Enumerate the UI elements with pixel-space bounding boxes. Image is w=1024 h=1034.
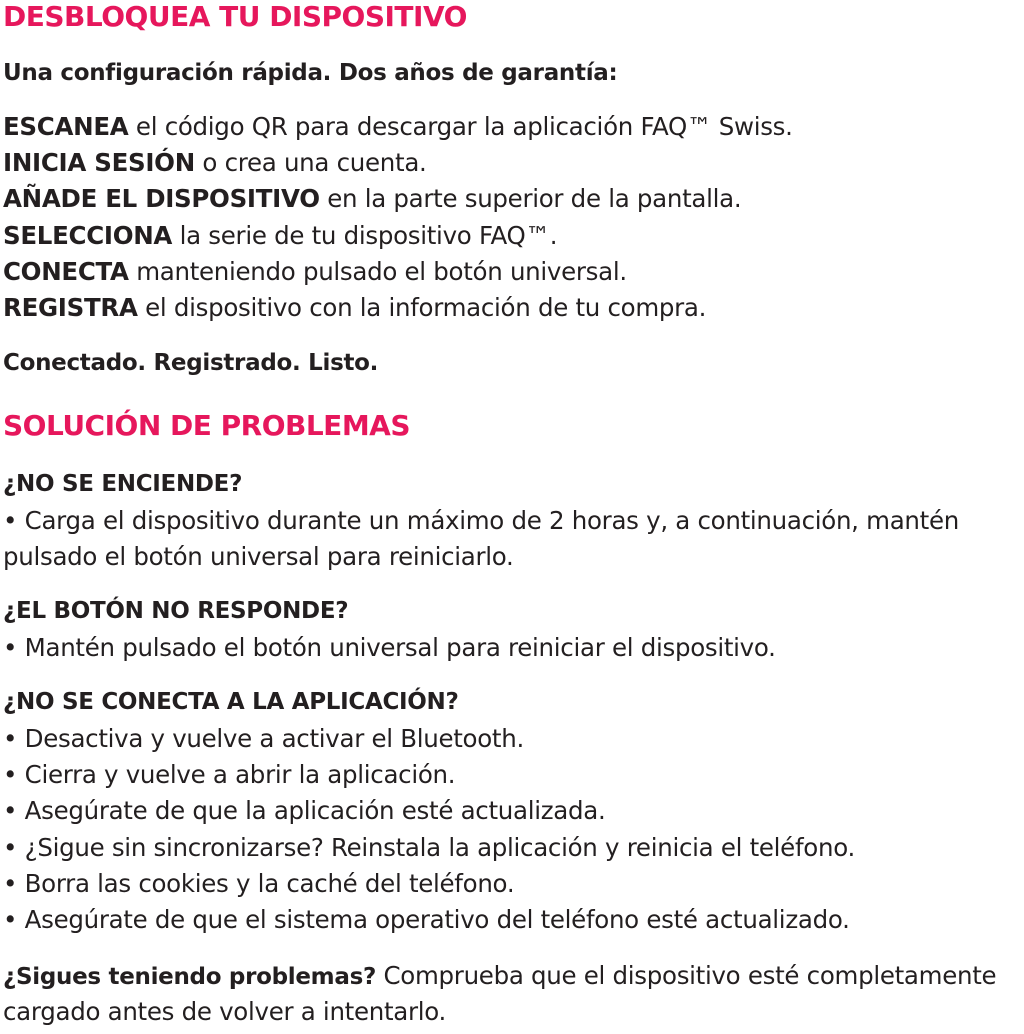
faq-bullet: • Desactiva y vuelve a activar el Bluetooth.: [3, 724, 524, 753]
step-action: CONECTA: [3, 257, 129, 286]
faq-bullet: • ¿Sigue sin sincronizarse? Reinstala la aplicación y reinicia el teléfono.: [3, 833, 855, 862]
final-note-line2: cargado antes de volver a intentarlo.: [3, 997, 447, 1026]
step-action: SELECCIONA: [3, 221, 173, 250]
faq-bullet: • Borra las cookies y la caché del teléfono.: [3, 869, 515, 898]
faq-bullet: • Asegúrate de que el sistema operativo del teléfono esté actualizado.: [3, 905, 850, 934]
faq-answer: • Mantén pulsado el botón universal para reiniciar el dispositivo.: [3, 633, 776, 662]
step-action: REGISTRA: [3, 293, 138, 322]
step-text: la serie de tu dispositivo FAQ™.: [172, 221, 558, 250]
faq-question: ¿NO SE ENCIENDE?: [3, 471, 243, 497]
final-note: [3, 961, 996, 992]
troubleshooting-heading: SOLUCIÓN DE PROBLEMAS: [3, 409, 411, 442]
step-text: manteniendo pulsado el botón universal.: [128, 257, 627, 286]
faq-answer: pulsado el botón universal para reiniciarlo.: [3, 542, 514, 571]
unlock-heading: DESBLOQUEA TU DISPOSITIVO: [3, 0, 467, 33]
step-register: [3, 293, 706, 323]
setup-intro: Una configuración rápida. Dos años de garantía:: [3, 60, 618, 86]
step-select: [3, 221, 557, 251]
step-add-device: [3, 184, 741, 214]
faq-question: ¿EL BOTÓN NO RESPONDE?: [3, 598, 349, 624]
step-action: AÑADE EL DISPOSITIVO: [3, 184, 320, 213]
step-text: en la parte superior de la pantalla.: [319, 184, 742, 213]
step-action: INICIA SESIÓN: [3, 148, 195, 177]
step-connect: [3, 257, 627, 287]
final-note-lead: ¿Sigues teniendo problemas?: [3, 964, 376, 990]
step-scan: [3, 112, 793, 142]
step-login: [3, 148, 427, 178]
faq-answer: • Carga el dispositivo durante un máximo de 2 horas y, a continuación, mantén: [3, 506, 959, 535]
setup-outro: Conectado. Registrado. Listo.: [3, 350, 379, 376]
step-text: el código QR para descargar la aplicación FAQ™ Swiss.: [128, 112, 793, 141]
faq-question: ¿NO SE CONECTA A LA APLICACIÓN?: [3, 689, 459, 715]
final-note-text: Comprueba que el dispositivo esté completamente: [376, 961, 997, 990]
faq-bullet: • Cierra y vuelve a abrir la aplicación.: [3, 760, 456, 789]
faq-bullet: • Asegúrate de que la aplicación esté actualizada.: [3, 796, 606, 825]
step-text: o crea una cuenta.: [194, 148, 427, 177]
step-action: ESCANEA: [3, 112, 129, 141]
step-text: el dispositivo con la información de tu compra.: [137, 293, 707, 322]
